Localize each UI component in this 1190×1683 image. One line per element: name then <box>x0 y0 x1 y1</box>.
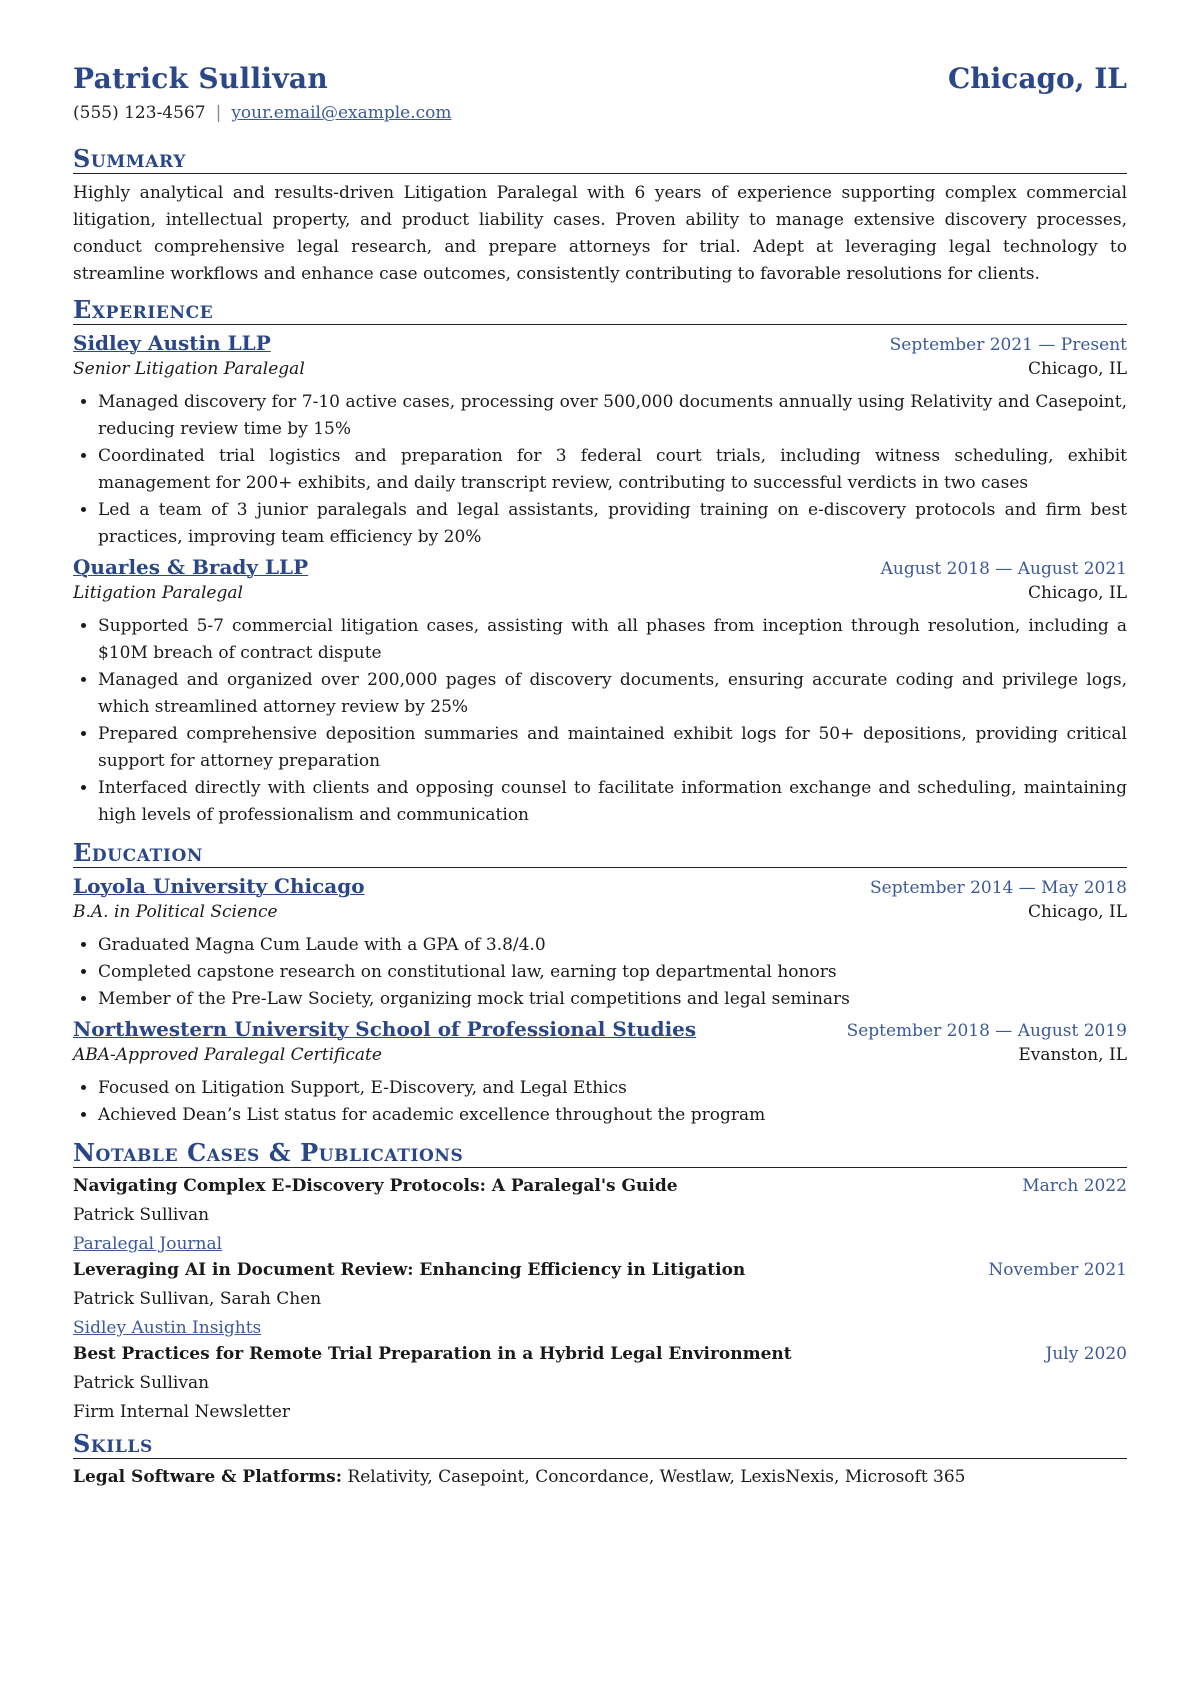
publication-venue-link[interactable]: Sidley Austin Insights <box>73 1318 262 1338</box>
degree: B.A. in Political Science <box>73 902 278 922</box>
resume-page <box>73 62 1127 1487</box>
publication-date: July 2020 <box>1045 1344 1127 1364</box>
publication-entry <box>73 1260 1127 1338</box>
highlight-item: • Graduated Magna Cum Laude with a GPA of 3.8/4.0 <box>98 932 1127 959</box>
education-dates: September 2018 — August 2019 <box>846 1021 1127 1041</box>
section-title-experience: Experience <box>73 296 1127 325</box>
section-title-skills: Skills <box>73 1430 1127 1459</box>
job-title: Litigation Paralegal <box>73 583 243 603</box>
employment-dates: September 2021 — Present <box>889 335 1127 355</box>
achievement-item: • Managed and organized over 200,000 pages of discovery documents, ensuring accurate coding and privilege logs, which streamlined attorney review by 25% <box>98 667 1127 721</box>
publication-date: November 2021 <box>988 1260 1127 1280</box>
education-highlights <box>73 1075 1127 1129</box>
school-location: Chicago, IL <box>1028 902 1127 922</box>
highlight-item: • Completed capstone research on constitutional law, earning top departmental honors <box>98 959 1127 986</box>
email-link[interactable]: your.email@example.com <box>231 103 452 123</box>
highlight-item: • Focused on Litigation Support, E-Discovery, and Legal Ethics <box>98 1075 1127 1102</box>
experience-entry <box>73 331 1127 551</box>
degree: ABA-Approved Paralegal Certificate <box>73 1045 382 1065</box>
school-link[interactable]: Northwestern University School of Professional Studies <box>73 1017 697 1041</box>
experience-entry <box>73 555 1127 829</box>
publication-authors: Patrick Sullivan <box>73 1205 210 1225</box>
publication-venue: Firm Internal Newsletter <box>73 1402 291 1422</box>
achievement-item: • Prepared comprehensive deposition summaries and maintained exhibit logs for 50+ depositions, providing critical support for attorney preparation <box>98 721 1127 775</box>
achievement-item: • Interfaced directly with clients and opposing counsel to facilitate information exchange and scheduling, maintaining high levels of professionalism and communication <box>98 775 1127 829</box>
employer-link[interactable]: Quarles & Brady LLP <box>73 555 309 579</box>
highlight-item: • Achieved Dean’s List status for academic excellence throughout the program <box>98 1102 1127 1129</box>
publication-entry <box>73 1176 1127 1254</box>
education-dates: September 2014 — May 2018 <box>870 878 1127 898</box>
candidate-location: Chicago, IL <box>947 62 1127 95</box>
summary-text: Highly analytical and results-driven Litigation Paralegal with 6 years of experience supporting complex commercial litigation, intellectual property, and product liability cases. Proven ability to manage extensive discovery processes, conduct comprehensive legal research, and prepare attorneys for trial. Adept at leveraging legal technology to streamline workflows and enhance case outcomes, consistently contributing to favorable resolutions for clients. <box>73 183 1127 284</box>
job-location: Chicago, IL <box>1028 583 1127 603</box>
contact-separator: | <box>215 103 222 123</box>
contact-line <box>73 103 1127 123</box>
achievement-item: • Supported 5-7 commercial litigation cases, assisting with all phases from inception through resolution, including a $10M breach of contract dispute <box>98 613 1127 667</box>
employer-link[interactable]: Sidley Austin LLP <box>73 331 271 355</box>
skills-category-label: Legal Software & Platforms: <box>73 1467 342 1487</box>
publication-authors: Patrick Sullivan, Sarah Chen <box>73 1289 322 1309</box>
achievement-list <box>73 389 1127 551</box>
resume-header <box>73 62 1127 95</box>
achievement-item: • Coordinated trial logistics and preparation for 3 federal court trials, including witness scheduling, exhibit management for 200+ exhibits, and daily transcript review, contributing to successful verdicts in two cases <box>98 443 1127 497</box>
education-entry <box>73 874 1127 1013</box>
achievement-list <box>73 613 1127 829</box>
highlight-item: • Member of the Pre-Law Society, organizing mock trial competitions and legal seminars <box>98 986 1127 1013</box>
publication-title: Leveraging AI in Document Review: Enhancing Efficiency in Litigation <box>73 1260 746 1280</box>
publication-title: Navigating Complex E-Discovery Protocols: A Paralegal's Guide <box>73 1176 678 1196</box>
achievement-item: • Led a team of 3 junior paralegals and legal assistants, providing training on e-discovery protocols and firm best practices, improving team efficiency by 20% <box>98 497 1127 551</box>
skills-category-values: Relativity, Casepoint, Concordance, Westlaw, LexisNexis, Microsoft 365 <box>342 1467 966 1487</box>
education-entry <box>73 1017 1127 1129</box>
phone-number: (555) 123-4567 <box>73 103 206 123</box>
publication-entry <box>73 1344 1127 1422</box>
employment-dates: August 2018 — August 2021 <box>880 559 1127 579</box>
candidate-name: Patrick Sullivan <box>73 62 329 95</box>
achievement-item: • Managed discovery for 7-10 active cases, processing over 500,000 documents annually using Relativity and Casepoint, reducing review time by 15% <box>98 389 1127 443</box>
section-title-publications: Notable Cases & Publications <box>73 1139 1127 1168</box>
section-title-education: Education <box>73 839 1127 868</box>
publication-date: March 2022 <box>1022 1176 1127 1196</box>
education-highlights <box>73 932 1127 1013</box>
school-location: Evanston, IL <box>1018 1045 1127 1065</box>
job-title: Senior Litigation Paralegal <box>73 359 305 379</box>
publication-authors: Patrick Sullivan <box>73 1373 210 1393</box>
job-location: Chicago, IL <box>1028 359 1127 379</box>
school-link[interactable]: Loyola University Chicago <box>73 874 365 898</box>
skills-line <box>73 1467 1127 1487</box>
publication-title: Best Practices for Remote Trial Preparation in a Hybrid Legal Environment <box>73 1344 792 1364</box>
publication-venue-link[interactable]: Paralegal Journal <box>73 1234 223 1254</box>
section-title-summary: Summary <box>73 145 1127 174</box>
